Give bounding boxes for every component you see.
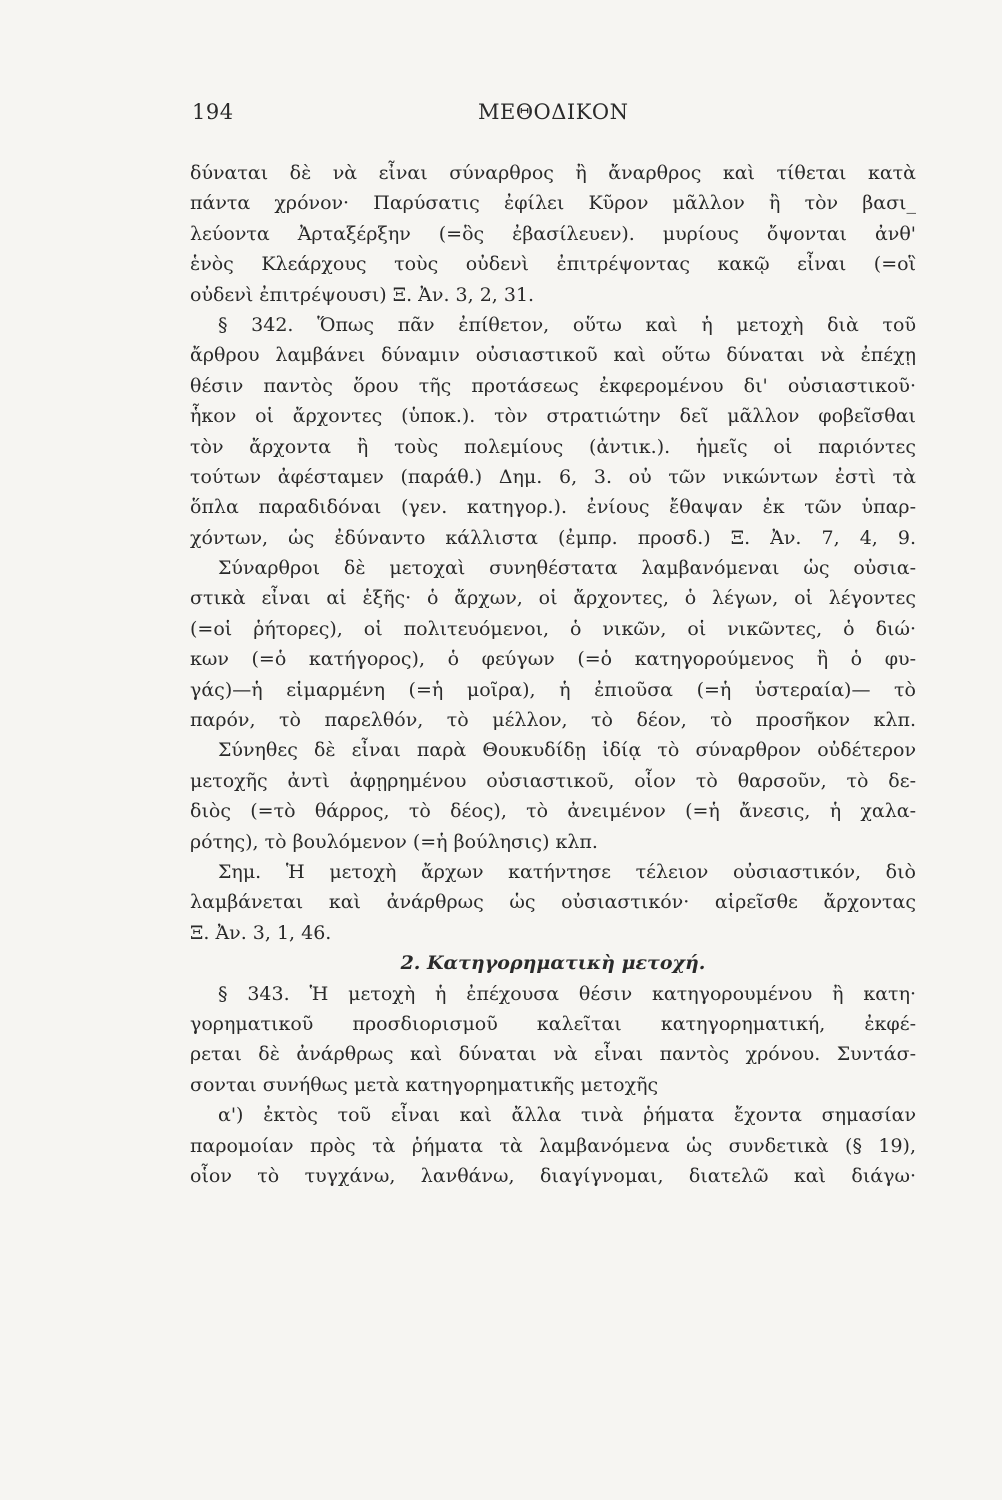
body-text: [190, 158, 916, 1191]
text-line: δύναται δὲ νὰ εἶναι σύναρθρος ἢ ἄναρθρος καὶ τίθεται κατὰ: [190, 162, 916, 184]
text-line: ἄρθρου λαμβάνει δύναμιν οὐσιαστικοῦ καὶ οὕτω δύναται νὰ ἐπέχῃ: [190, 344, 916, 367]
text-line: Ξ. Ἀν. 3, 1, 46.: [190, 921, 332, 944]
text-line: ρότης), τὸ βουλόμενον (=ἡ βούλησις) κλπ.: [190, 830, 598, 853]
text-line: ἑνὸς Κλεάρχους τοὺς οὐδενὶ ἐπιτρέψοντας κακῷ εἶναι (=οἳ: [190, 253, 916, 276]
text-line: χόντων, ὡς ἐδύναντο κάλλιστα (ἐμπρ. προσδ.) Ξ. Ἀν. 7, 4, 9.: [190, 526, 916, 549]
text-line: α') ἐκτὸς τοῦ εἶναι καὶ ἄλλα τινὰ ῥήματα ἔχοντα σημασίαν: [218, 1104, 916, 1127]
text-line: ρεται δὲ ἀνάρθρως καὶ δύναται νὰ εἶναι παντὸς χρόνου. Συντάσ-: [190, 1043, 916, 1066]
text-line: σονται συνήθως μετὰ κατηγορηματικῆς μετοχῆς: [190, 1073, 659, 1096]
text-line: λεύοντα Ἀρταξέρξην (=ὃς ἐβασίλευεν). μυρίους ὄψονται ἀνθ': [190, 222, 916, 245]
text-line: (=οἱ ῥήτορες), οἱ πολιτευόμενοι, ὁ νικῶν, οἱ νικῶντες, ὁ διώ·: [190, 617, 916, 640]
text-line: πάντα χρόνον· Παρύσατις ἐφίλει Κῦρον μᾶλλον ἢ τὸν βασι_: [190, 192, 916, 215]
text-line: στικὰ εἶναι αἱ ἑξῆς· ὁ ἄρχων, οἱ ἄρχοντες, ὁ λέγων, οἱ λέγοντες: [190, 587, 916, 610]
text-line: διὸς (=τὸ θάρρος, τὸ δέος), τὸ ἀνειμένον (=ἡ ἄνεσις, ἡ χαλα-: [190, 800, 916, 823]
text-line: γορηματικοῦ προσδιορισμοῦ καλεῖται κατηγορηματική, ἐκφέ-: [190, 1012, 916, 1035]
text-line: θέσιν παντὸς ὅρου τῆς προτάσεως ἐκφερομένου δι' οὐσιαστικοῦ·: [190, 374, 916, 397]
text-line: οὐδενὶ ἐπιτρέψουσι) Ξ. Ἀν. 3, 2, 31.: [190, 283, 535, 306]
text-line: γάς)—ἡ εἱμαρμένη (=ἡ μοῖρα), ἡ ἐπιοῦσα (=ἡ ὑστεραία)— τὸ: [190, 678, 916, 701]
text-line: τούτων ἀφέσταμεν (παράθ.) Δημ. 6, 3. οὐ τῶν νικώντων ἐστὶ τὰ: [190, 465, 916, 488]
section-342-heading-line: § 342. Ὅπως πᾶν ἐπίθετον, οὕτω καὶ ἡ μετοχὴ διὰ τοῦ: [218, 313, 916, 336]
running-head: ΜΕΘΟΔΙΚΟΝ: [478, 100, 629, 124]
text-line: Σύναρθροι δὲ μετοχαὶ συνηθέστατα λαμβανόμεναι ὡς οὐσια-: [218, 557, 916, 580]
text-line: οἷον τὸ τυγχάνω, λανθάνω, διαγίγνομαι, διατελῶ καὶ διάγω·: [190, 1164, 916, 1187]
section-subheading: 2. Κατηγορηματικὴ μετοχή.: [400, 952, 706, 975]
section-343-heading-line: § 343. Ἡ μετοχὴ ἡ ἐπέχουσα θέσιν κατηγορουμένου ἢ κατη·: [218, 982, 916, 1005]
note-line: Σημ. Ἡ μετοχὴ ἄρχων κατήντησε τέλειον οὐσιαστικόν, διὸ: [218, 860, 916, 883]
text-line: παρομοίαν πρὸς τὰ ῥήματα τὰ λαμβανόμενα ὡς συνδετικὰ (§ 19),: [190, 1134, 916, 1157]
text-line: μετοχῆς ἀντὶ ἀφῃρημένου οὐσιαστικοῦ, οἷον τὸ θαρσοῦν, τὸ δε-: [190, 769, 916, 792]
text-line: κων (=ὁ κατήγορος), ὁ φεύγων (=ὁ κατηγορούμενος ἢ ὁ φυ-: [190, 648, 916, 671]
text-line: παρόν, τὸ παρελθόν, τὸ μέλλον, τὸ δέον, τὸ προσῆκον κλπ.: [190, 709, 916, 732]
page-number: 194: [192, 100, 234, 124]
text-line: ἧκον οἱ ἄρχοντες (ὑποκ.). τὸν στρατιώτην δεῖ μᾶλλον φοβεῖσθαι: [190, 405, 916, 428]
text-line: λαμβάνεται καὶ ἀνάρθρως ὡς οὐσιαστικόν· αἱρεῖσθε ἄρχοντας: [190, 891, 916, 914]
text-line: ὅπλα παραδιδόναι (γεν. κατηγορ.). ἐνίους ἔθαψαν ἐκ τῶν ὑπαρ-: [190, 496, 916, 519]
text-line: τὸν ἄρχοντα ἢ τοὺς πολεμίους (ἀντικ.). ἡμεῖς οἱ παριόντες: [190, 435, 916, 458]
text-line: Σύνηθες δὲ εἶναι παρὰ Θουκυδίδῃ ἰδίᾳ τὸ σύναρθρον οὐδέτερον: [218, 739, 916, 762]
